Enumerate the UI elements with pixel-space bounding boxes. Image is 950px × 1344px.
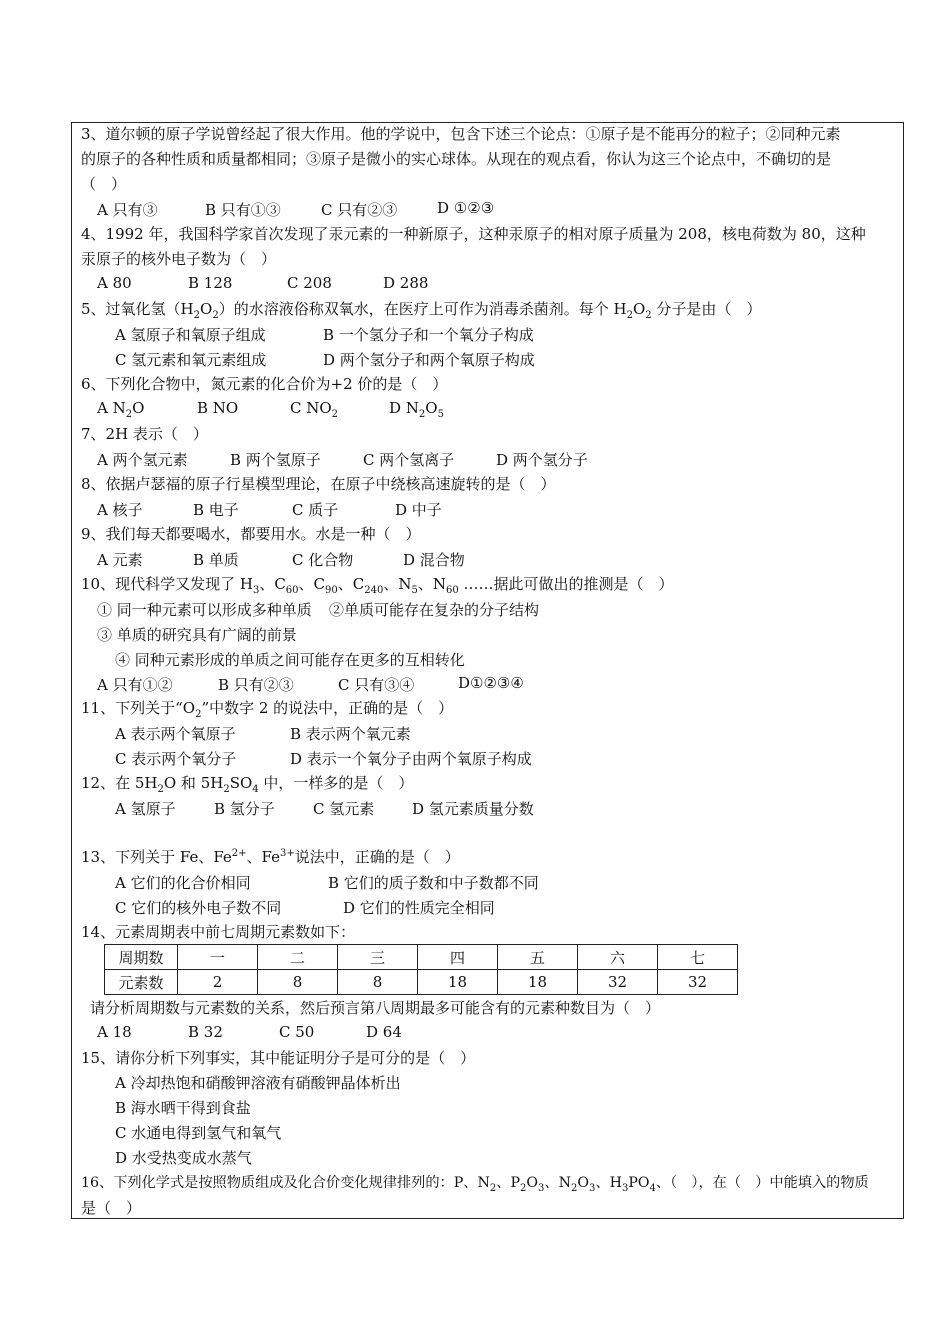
q13-option-a: A 它们的化合价相同 <box>115 874 251 892</box>
q10-premise-3: ③ 单质的研究具有广阔的前景 <box>97 626 297 644</box>
table-cell: 32 <box>578 970 658 995</box>
q4-option-d: D 288 <box>383 274 429 292</box>
q7-option-c: C 两个氢离子 <box>363 451 455 469</box>
q14-option-a: A 18 <box>97 1023 132 1041</box>
q6-option-d: D $N_2O_5$ <box>389 399 444 420</box>
table-cell: 五 <box>498 945 578 970</box>
q4-stem-line1: 4、1992 年，我国科学家首次发现了汞元素的一种新原子，这种汞原子的相对原子质量为 208，核电荷数为 80，这种 <box>81 225 866 243</box>
table-cell: 周期数 <box>105 945 178 970</box>
q14-instruction: 请分析周期数与元素数的关系，然后预言第八周期最多可能含有的元素种数目为（ ） <box>90 999 661 1017</box>
q7-option-b: B 两个氢原子 <box>230 451 321 469</box>
q3-option-c: C 只有②③ <box>321 201 398 219</box>
q11-option-a: A 表示两个氧原子 <box>115 725 236 743</box>
q3-option-a: A 只有③ <box>97 201 158 219</box>
q13-option-d: D 它们的性质完全相同 <box>343 899 495 917</box>
q7-stem: 7、2H 表示（ ） <box>81 425 208 443</box>
q6-stem: 6、下列化合物中，氮元素的化合价为+2 价的是（ ） <box>81 375 448 393</box>
period-table <box>104 944 738 995</box>
q14-stem: 14、元素周期表中前七周期元素数如下： <box>81 923 356 941</box>
q12-option-c: C 氢元素 <box>313 800 375 818</box>
q5-option-c: C 氢元素和氧元素组成 <box>115 351 267 369</box>
table-cell: 元素数 <box>105 970 178 995</box>
q10-option-a: A 只有①② <box>97 676 173 694</box>
q12-option-b: B 氢分子 <box>214 800 275 818</box>
q10-premise-4: ④ 同种元素形成的单质之间可能存在更多的互相转化 <box>115 651 465 669</box>
q10-option-c: C 只有③④ <box>338 676 415 694</box>
table-cell: 六 <box>578 945 658 970</box>
q13-option-c: C 它们的核外电子数不同 <box>115 899 282 917</box>
q11-option-d: D 表示一个氧分子由两个氧原子构成 <box>290 750 532 768</box>
table-cell: 二 <box>258 945 338 970</box>
q14-option-b: B 32 <box>188 1023 223 1041</box>
q7-option-a: A 两个氢元素 <box>97 451 188 469</box>
q11-stem: 11、下列关于“$O_2$”中数字 2 的说法中，正确的是（ ） <box>81 699 454 720</box>
q16-stem-line1: 16、下列化学式是按照物质组成及化合价变化规律排列的：P、$N_2$、$P_2O_3$、$N_2O_3$、$H_3PO_4$、（ ），在（ ）中能填入的物质 <box>81 1175 869 1194</box>
q10-premise-1: ① 同一种元素可以形成多种单质 <box>97 601 312 619</box>
q8-stem: 8、依据卢瑟福的原子行星模型理论，在原子中绕核高速旋转的是（ ） <box>81 475 556 493</box>
q8-option-d: D 中子 <box>395 501 442 519</box>
q9-option-a: A 元素 <box>97 551 143 569</box>
q13-stem: 13、下列关于 Fe、$Fe^{2+}$、$Fe^{3+}$说法中，正确的是（ ） <box>81 848 460 866</box>
table-cell: 2 <box>178 970 258 995</box>
table-row <box>105 970 738 995</box>
q16-stem-line2: 是（ ） <box>81 1199 142 1217</box>
q4-option-b: B 128 <box>188 274 233 292</box>
q3-stem-line1: 3、道尔顿的原子学说曾经起了很大作用。他的学说中，包含下述三个论点：①原子是不能再分的粒子；②同种元素 <box>81 125 841 143</box>
table-cell: 一 <box>178 945 258 970</box>
q13-option-b: B 它们的质子数和中子数都不同 <box>328 874 539 892</box>
q10-premise-2: ②单质可能存在复杂的分子结构 <box>329 601 540 619</box>
q15-option-d: D 水受热变成水蒸气 <box>115 1149 252 1167</box>
q9-stem: 9、我们每天都要喝水，都要用水。水是一种（ ） <box>81 525 421 543</box>
q5-stem: 5、过氧化氢$(H_2O_2)$的水溶液俗称双氧水，在医疗上可作为消毒杀菌剂。每个 $H_2O_2$ 分子是由（ ） <box>81 300 762 321</box>
table-cell: 18 <box>498 970 578 995</box>
q12-stem: 12、在 $5H_2O$ 和 $5H_2SO_4$ 中，一样多的是（ ） <box>81 774 414 795</box>
table-row <box>105 945 738 970</box>
q9-option-c: C 化合物 <box>292 551 354 569</box>
table-cell: 七 <box>658 945 738 970</box>
q9-option-b: B 单质 <box>193 551 239 569</box>
q15-stem: 15、请你分析下列事实，其中能证明分子是可分的是（ ） <box>81 1049 476 1067</box>
q9-option-d: D 混合物 <box>403 551 465 569</box>
q11-option-b: B 表示两个氧元素 <box>290 725 411 743</box>
q15-option-b: B 海水晒干得到食盐 <box>115 1099 251 1117</box>
q15-option-c: C 水通电得到氢气和氧气 <box>115 1124 282 1142</box>
q10-option-b: B 只有②③ <box>218 676 294 694</box>
q5-option-a: A 氢原子和氧原子组成 <box>115 326 266 344</box>
q14-option-c: C 50 <box>279 1023 315 1041</box>
q12-option-a: A 氢原子 <box>115 800 176 818</box>
q10-option-d: D①②③④ <box>458 674 524 692</box>
q3-option-b: B 只有①③ <box>205 201 281 219</box>
q8-option-b: B 电子 <box>193 501 239 519</box>
table-cell: 8 <box>338 970 418 995</box>
q6-option-c: C $NO_2$ <box>290 399 339 420</box>
q6-option-b: B NO <box>197 399 239 417</box>
q3-option-d: D ①②③ <box>437 199 495 217</box>
table-cell: 18 <box>418 970 498 995</box>
table-cell: 三 <box>338 945 418 970</box>
q8-option-c: C 质子 <box>292 501 339 519</box>
q7-option-d: D 两个氢分子 <box>496 451 588 469</box>
table-cell: 8 <box>258 970 338 995</box>
q4-option-a: A 80 <box>97 274 132 292</box>
q3-stem-line2: 的原子的各种性质和质量都相同；③原子是微小的实心球体。从现在的观点看，你认为这三个论点中，不确切的是 <box>81 150 832 168</box>
q6-option-a: A $N_2O$ <box>97 399 145 420</box>
q10-stem: 10、现代科学又发现了 $H_3$、$C_{60}$、$C_{90}$、$C_{240}$、$N_5$、$N_{60}$ ……据此可做出的推测是（ ） <box>81 575 674 596</box>
q5-option-d: D 两个氢分子和两个氧原子构成 <box>323 351 535 369</box>
table-cell: 32 <box>658 970 738 995</box>
q5-option-b: B 一个氢分子和一个氧分子构成 <box>323 326 534 344</box>
q4-stem-line2: 汞原子的核外电子数为（ ） <box>81 250 277 268</box>
q11-option-c: C 表示两个氧分子 <box>115 750 237 768</box>
q14-option-d: D 64 <box>366 1023 402 1041</box>
q12-option-d: D 氢元素质量分数 <box>412 800 534 818</box>
q15-option-a: A 冷却热饱和硝酸钾溶液有硝酸钾晶体析出 <box>115 1074 401 1092</box>
q4-option-c: C 208 <box>287 274 332 292</box>
q8-option-a: A 核子 <box>97 501 143 519</box>
q3-stem-line3: （ ） <box>81 175 127 193</box>
table-cell: 四 <box>418 945 498 970</box>
